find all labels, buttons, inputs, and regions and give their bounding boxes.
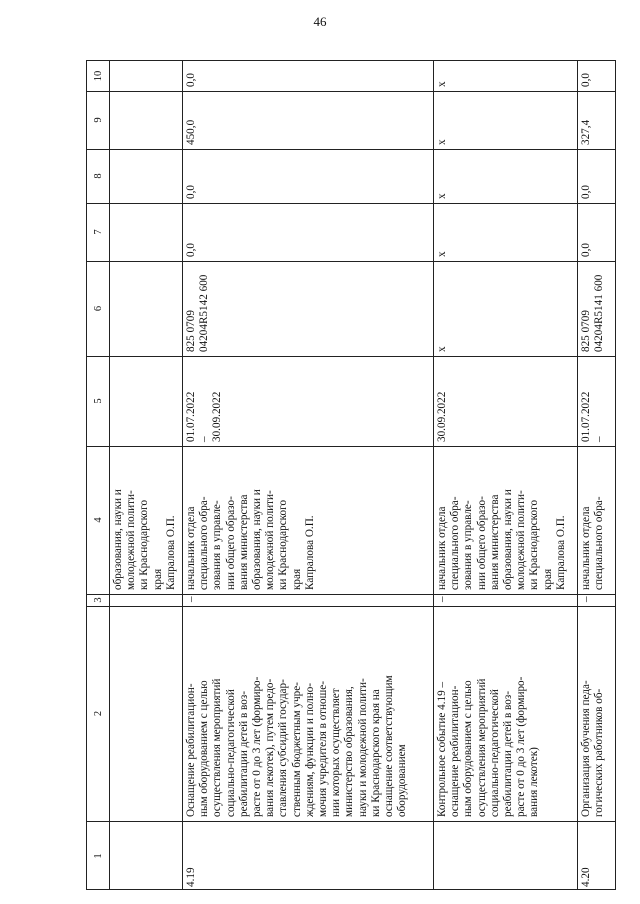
row-3-mark: –: [436, 596, 448, 602]
row-4-name: Организация обучения педа- гогических работников об-: [580, 680, 606, 817]
row-3-c7: x: [436, 251, 448, 257]
row-3-responsible: начальник отдела специального обра- зования в управле- нии общего образо- вания министерства образования, науки и молодежной полити- ки Краснодарского края Капралова О.П.: [436, 489, 567, 590]
row-4-mark: –: [580, 596, 592, 602]
row-2-responsible: начальник отдела специального обра- зования в управле- нии общего образо- вания министерства образования, науки и молодежной полити- ки Краснодарского края Капралова О.П.: [185, 489, 316, 590]
row-3-c9: x: [436, 139, 448, 145]
row-2-c10: 0,0: [185, 73, 197, 87]
page-number: 46: [313, 14, 327, 29]
row-4-c8: 0,0: [580, 185, 592, 199]
plan-table: [86, 60, 616, 890]
row-2-num: 4.19: [185, 867, 197, 887]
header-col-10: 10: [93, 70, 104, 82]
header-col-3: 3: [93, 597, 104, 603]
row-4-kbk: 825 0709 04204R5141 600: [580, 274, 606, 352]
row-2-c8: 0,0: [185, 185, 197, 199]
row-4-c7: 0,0: [580, 243, 592, 257]
row-4-num: 4.20: [580, 867, 592, 887]
row-2-mark: –: [185, 596, 197, 602]
row-4-responsible: начальник отдела специального обра-: [580, 496, 606, 590]
header-col-8: 8: [93, 173, 104, 179]
header-col-6: 6: [93, 305, 104, 312]
row-2-name: Оснащение реабилитацион- ным оборудованием с целью осуществления мероприятий социально-педагогической реабилитации детей в воз- расте от 0 до 3 лет (формиро- вания лекотек), путем предо- ставления субсидий государ- ственным бюджетным учре- ждениям, функции и полно- мочия учредителя в отноше- нии которых осуществляет министерство образования, науки и молодежной полити- ки Краснодарского края на оснащение соответствующим оборудованием: [185, 675, 409, 817]
header-col-1: 1: [93, 853, 104, 859]
header-col-4: 4: [93, 517, 104, 523]
row-3-c8: x: [436, 193, 448, 199]
header-col-2: 2: [93, 710, 104, 717]
row-3-name: Контрольное событие 4.19 – оснащение реабилитацион- ным оборудованием с целью осуществления мероприятий социально-педагогической реабилитации детей в воз- расте от 0 до 3 лет (формиро- вания лекотек): [436, 676, 541, 817]
row-3-dates: 30.09.2022: [436, 391, 448, 442]
row-2-c7: 0,0: [185, 243, 197, 257]
row-2-kbk: 825 0709 04204R5142 600: [185, 274, 211, 352]
row-4-c10: 0,0: [580, 73, 592, 87]
row-1-responsible: образования, науки и молодежной полити- ки Краснодарского края Капралова О.П.: [112, 489, 177, 590]
header-col-9: 9: [93, 117, 104, 123]
row-4-c9: 327,4: [580, 119, 592, 145]
row-3-c10: x: [436, 81, 448, 87]
row-4-dates: 01.07.2022 –: [580, 391, 606, 442]
row-2-dates: 01.07.2022 – 30.09.2022: [185, 391, 224, 442]
header-col-7: 7: [93, 229, 104, 235]
row-2-c9: 450,0: [185, 119, 197, 145]
row-3-kbk: x: [436, 346, 448, 352]
header-col-5: 5: [93, 398, 104, 404]
